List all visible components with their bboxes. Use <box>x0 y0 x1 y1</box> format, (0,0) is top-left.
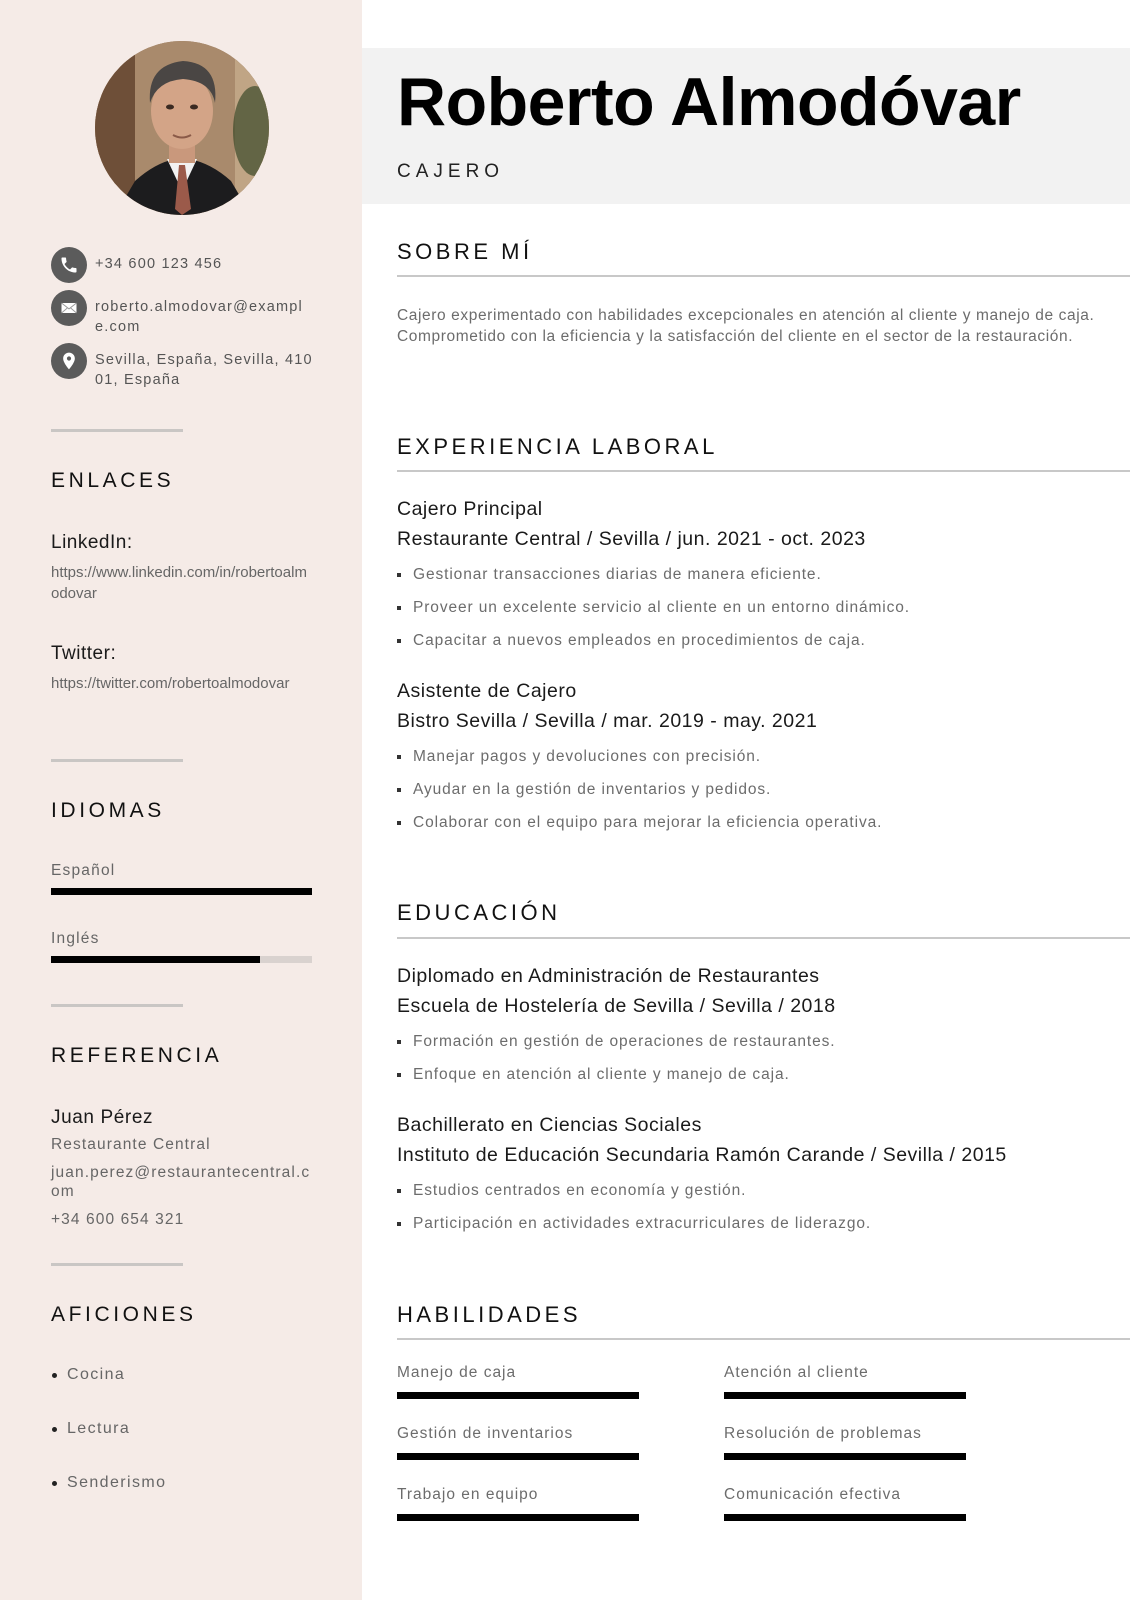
bullet-text: Estudios centrados en economía y gestión. <box>413 1182 747 1199</box>
experience-heading: EXPERIENCIA LABORAL <box>397 434 718 459</box>
bullet-text: Proveer un excelente servicio al cliente en un entorno dinámico. <box>413 599 911 616</box>
bullet-square-icon <box>397 1073 401 1077</box>
skill-item <box>397 1486 639 1521</box>
job-bullet <box>397 566 822 584</box>
language-level-fill <box>51 888 312 895</box>
bullet-square-icon <box>397 1189 401 1193</box>
education-bullet <box>397 1066 790 1084</box>
skill-level-fill <box>724 1514 966 1521</box>
skill-level-bar <box>724 1514 966 1521</box>
bullet-square-icon <box>397 1222 401 1226</box>
mail-icon <box>51 290 87 326</box>
skill-name: Manejo de caja <box>397 1364 517 1381</box>
hobby-item <box>52 1474 166 1492</box>
skill-level-fill <box>397 1453 639 1460</box>
language-name: Español <box>51 862 116 879</box>
skill-item <box>397 1364 639 1399</box>
skill-item <box>397 1425 639 1460</box>
contact-address <box>51 343 321 390</box>
reference-email[interactable]: juan.perez@restaurantecentral.com <box>51 1164 311 1200</box>
sidebar <box>0 0 362 1600</box>
degree-details: Instituto de Educación Secundaria Ramón Carande / Sevilla / 2015 <box>397 1144 1007 1166</box>
hobby-label: Senderismo <box>67 1474 167 1491</box>
hobby-item <box>52 1420 130 1438</box>
languages-heading: IDIOMAS <box>51 799 165 822</box>
bullet-square-icon <box>397 755 401 759</box>
section-divider <box>51 429 183 432</box>
links-heading: ENLACES <box>51 469 175 492</box>
bullet-text: Capacitar a nuevos empleados en procedimientos de caja. <box>413 632 866 649</box>
bullet-square-icon <box>397 788 401 792</box>
about-text: Cajero experimentado con habilidades excepcionales en atención al cliente y manejo de caja. Comprometido con la eficiencia y la satisfacción del cliente en el sector de la restauración. <box>397 307 1095 345</box>
bullet-text: Enfoque en atención al cliente y manejo de caja. <box>413 1066 790 1083</box>
hobby-item <box>52 1366 125 1384</box>
bullet-dot-icon <box>52 1373 57 1378</box>
bullet-dot-icon <box>52 1481 57 1486</box>
twitter-label: Twitter: <box>51 643 117 664</box>
degree-title: Diplomado en Administración de Restaurantes <box>397 965 820 987</box>
job-bullet <box>397 748 761 766</box>
skill-level-fill <box>397 1392 639 1399</box>
section-rule <box>397 937 1130 939</box>
bullet-text: Ayudar en la gestión de inventarios y pedidos. <box>413 781 772 798</box>
reference-phone: +34 600 654 321 <box>51 1211 185 1228</box>
header-band <box>362 48 1130 204</box>
linkedin-link[interactable]: https://www.linkedin.com/in/robertoalmodovar <box>51 564 307 602</box>
bullet-text: Formación en gestión de operaciones de restaurantes. <box>413 1033 836 1050</box>
job-details: Restaurante Central / Sevilla / jun. 2021 - oct. 2023 <box>397 528 866 550</box>
job-position: Asistente de Cajero <box>397 680 577 702</box>
bullet-square-icon <box>397 573 401 577</box>
reference-company: Restaurante Central <box>51 1136 211 1153</box>
skill-level-bar <box>397 1392 639 1399</box>
degree-title: Bachillerato en Ciencias Sociales <box>397 1114 702 1136</box>
skill-name: Resolución de problemas <box>724 1425 922 1442</box>
job-bullet <box>397 599 910 617</box>
job-bullet <box>397 781 771 799</box>
job-position: Cajero Principal <box>397 498 543 520</box>
bullet-text: Participación en actividades extracurriculares de liderazgo. <box>413 1215 872 1232</box>
language-level-fill <box>51 956 260 963</box>
profile-photo <box>95 41 269 215</box>
candidate-role: CAJERO <box>397 161 505 182</box>
job-bullet <box>397 814 882 832</box>
education-bullet <box>397 1215 871 1233</box>
section-divider <box>51 759 183 762</box>
main-content <box>362 0 1130 1600</box>
skills-heading: HABILIDADES <box>397 1302 581 1327</box>
reference-heading: REFERENCIA <box>51 1044 223 1067</box>
portrait-image <box>95 41 269 215</box>
skill-name: Gestión de inventarios <box>397 1425 574 1442</box>
phone-icon <box>51 247 87 283</box>
skill-name: Comunicación efectiva <box>724 1486 901 1503</box>
twitter-link[interactable]: https://twitter.com/robertoalmodovar <box>51 675 290 692</box>
skill-name: Atención al cliente <box>724 1364 869 1381</box>
language-level-bar <box>51 956 312 963</box>
about-heading: SOBRE MÍ <box>397 239 533 264</box>
skill-item <box>724 1486 966 1521</box>
skill-level-bar <box>724 1392 966 1399</box>
education-bullet <box>397 1033 835 1051</box>
job-details: Bistro Sevilla / Sevilla / mar. 2019 - may. 2021 <box>397 710 818 732</box>
bullet-text: Manejar pagos y devoluciones con precisión. <box>413 748 762 765</box>
hobby-label: Cocina <box>67 1366 126 1383</box>
contact-email <box>51 290 321 337</box>
skill-level-fill <box>724 1392 966 1399</box>
hobby-label: Lectura <box>67 1420 131 1437</box>
skill-item <box>724 1364 966 1399</box>
degree-details: Escuela de Hostelería de Sevilla / Sevilla / 2018 <box>397 995 836 1017</box>
section-divider <box>51 1004 183 1007</box>
linkedin-label: LinkedIn: <box>51 532 133 553</box>
bullet-square-icon <box>397 606 401 610</box>
bullet-square-icon <box>397 1040 401 1044</box>
contact-phone <box>51 247 321 283</box>
job-bullet <box>397 632 866 650</box>
section-rule <box>397 470 1130 472</box>
bullet-text: Gestionar transacciones diarias de manera eficiente. <box>413 566 822 583</box>
location-pin-icon <box>51 343 87 379</box>
hobbies-heading: AFICIONES <box>51 1303 197 1326</box>
education-heading: EDUCACIÓN <box>397 900 561 925</box>
skill-level-bar <box>724 1453 966 1460</box>
section-rule <box>397 1338 1130 1340</box>
skill-level-fill <box>397 1514 639 1521</box>
bullet-text: Colaborar con el equipo para mejorar la eficiencia operativa. <box>413 814 883 831</box>
phone-text: +34 600 123 456 <box>95 256 223 272</box>
language-level-bar <box>51 888 312 895</box>
skill-level-bar <box>397 1514 639 1521</box>
skill-name: Trabajo en equipo <box>397 1486 539 1503</box>
section-rule <box>397 275 1130 277</box>
candidate-name: Roberto Almodóvar <box>397 64 1021 140</box>
email-text[interactable]: roberto.almodovar@example.com <box>95 299 303 335</box>
education-bullet <box>397 1182 746 1200</box>
section-divider <box>51 1263 183 1266</box>
reference-name: Juan Pérez <box>51 1107 154 1128</box>
skill-level-fill <box>724 1453 966 1460</box>
skill-item <box>724 1425 966 1460</box>
bullet-square-icon <box>397 821 401 825</box>
language-name: Inglés <box>51 930 100 947</box>
address-text: Sevilla, España, Sevilla, 41001, España <box>95 352 313 388</box>
bullet-square-icon <box>397 639 401 643</box>
bullet-dot-icon <box>52 1427 57 1432</box>
skill-level-bar <box>397 1453 639 1460</box>
